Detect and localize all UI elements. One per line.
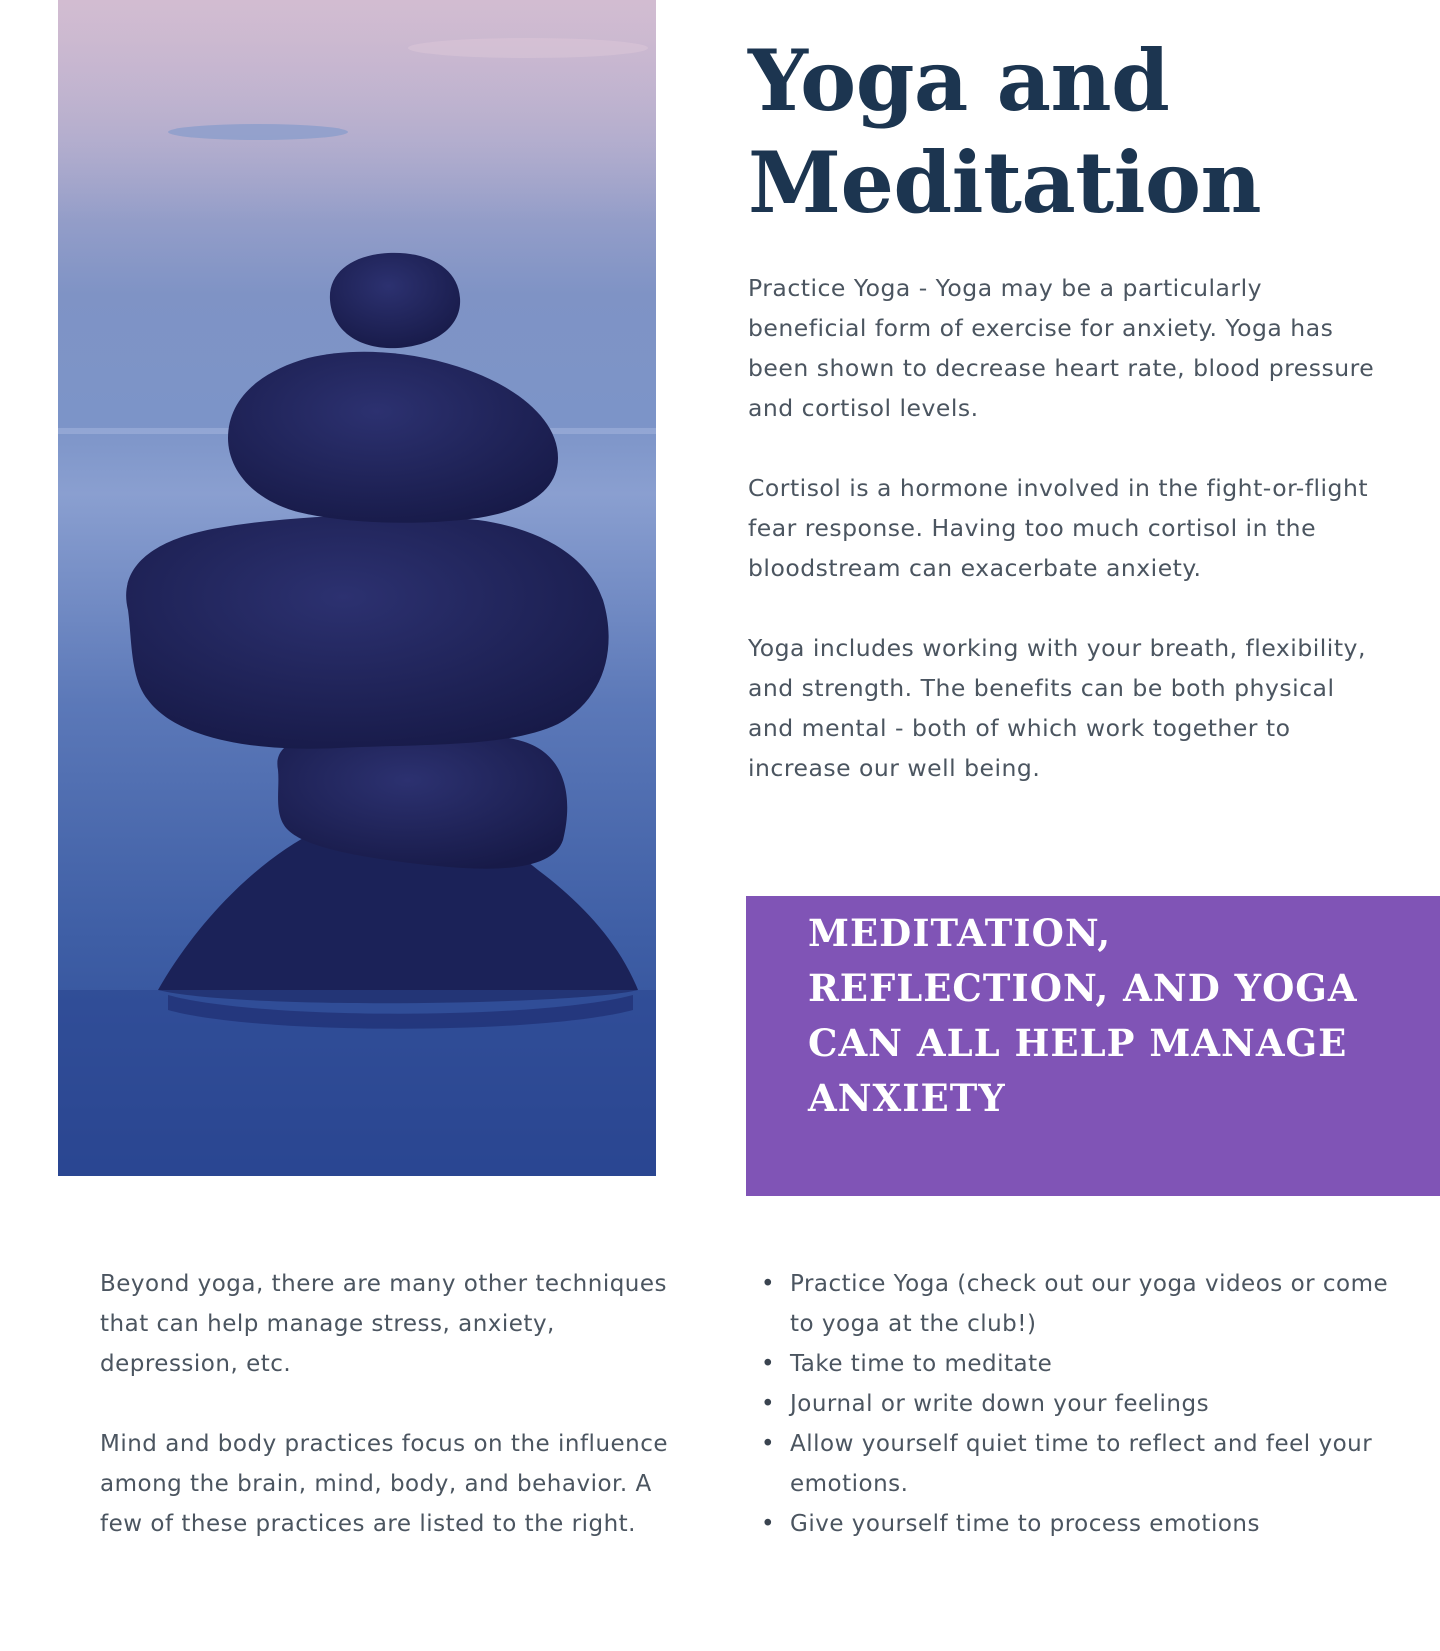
list-item-text: Give yourself time to process emotions — [790, 1511, 1260, 1537]
list-item-text: Practice Yoga (check out our yoga videos or come to yoga at the club!) — [790, 1271, 1389, 1337]
bullet-icon: • — [760, 1431, 776, 1457]
list-item-text: Allow yourself quiet time to reflect and feel your emotions. — [790, 1431, 1373, 1497]
bullet-icon: • — [760, 1351, 776, 1377]
intro-paragraph-cortisol: Cortisol is a hormone involved in the fight-or-flight fear response. Having too much cortisol in the bloodstream can exacerbate anxiety. — [748, 474, 1369, 582]
callout-box — [746, 896, 1440, 1196]
bullet-icon: • — [760, 1391, 776, 1417]
intro-paragraph-benefits: Yoga includes working with your breath, flexibility, and strength. The benefits can be both physical and mental - both of which work together to increase our well being. — [748, 634, 1366, 782]
intro-paragraph-yoga: Practice Yoga - Yoga may be a particularly beneficial form of exercise for anxiety. Yoga has been shown to decrease heart rate, blood pressure and cortisol levels. — [748, 274, 1375, 422]
list-item — [758, 1344, 1398, 1384]
list-item-text: Take time to meditate — [790, 1351, 1053, 1377]
title-line-1: Yoga and — [748, 31, 1170, 130]
list-item — [758, 1424, 1398, 1504]
list-item — [758, 1504, 1398, 1544]
callout-text: MEDITATION, REFLECTION, AND YOGA CAN ALL HELP MANAGE ANXIETY — [808, 911, 1358, 1120]
bullet-icon: • — [760, 1511, 776, 1537]
stacked-stones-photo — [58, 0, 656, 1176]
list-item — [758, 1384, 1398, 1424]
list-item — [758, 1264, 1398, 1344]
page-title — [748, 30, 1261, 234]
list-item-text: Journal or write down your feelings — [790, 1391, 1210, 1417]
bullet-icon: • — [760, 1271, 776, 1297]
mind-body-paragraph: Mind and body practices focus on the influence among the brain, mind, body, and behavior. A few of these practices are listed to the right. — [100, 1431, 669, 1537]
intro-section — [748, 268, 1388, 828]
title-line-2: Meditation — [748, 133, 1262, 232]
techniques-paragraph: Beyond yoga, there are many other techniques that can help manage stress, anxiety, depression, etc. — [100, 1271, 668, 1377]
stacked-stones-image — [58, 0, 656, 1176]
practices-list — [758, 1264, 1398, 1544]
techniques-section — [100, 1264, 700, 1584]
